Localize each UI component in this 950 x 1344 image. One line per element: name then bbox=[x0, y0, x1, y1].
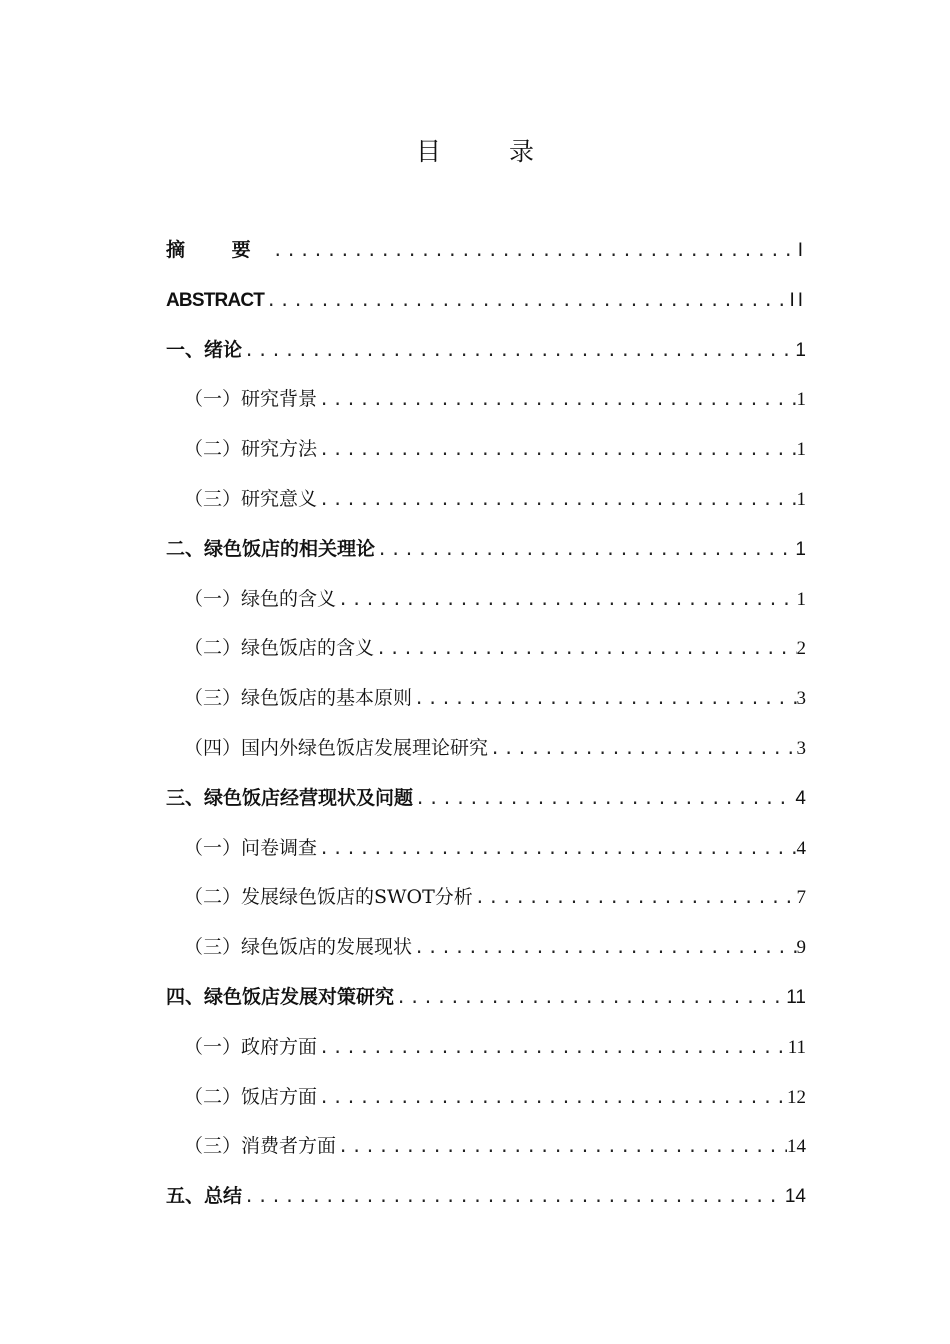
toc-dot-leader bbox=[317, 376, 796, 425]
toc-entry-section-2-4[interactable] bbox=[166, 724, 806, 774]
toc-entry-section-3-1[interactable] bbox=[166, 824, 806, 874]
toc-dot-leader bbox=[317, 1024, 788, 1073]
toc-dot-leader bbox=[413, 775, 795, 824]
toc-entry-chapter-1[interactable] bbox=[166, 326, 806, 376]
toc-entry-label: 摘 要 bbox=[166, 239, 271, 261]
toc-dot-leader bbox=[271, 227, 798, 276]
toc-entry-label: 五、总结 bbox=[166, 1185, 243, 1208]
toc-dot-leader bbox=[412, 924, 796, 973]
toc-entry-section-1-2[interactable] bbox=[166, 425, 806, 475]
toc-entry-section-4-2[interactable] bbox=[166, 1073, 806, 1123]
toc-entry-chapter-2[interactable] bbox=[166, 525, 806, 575]
toc-entry-section-1-1[interactable] bbox=[166, 375, 806, 425]
toc-entry-page: 11 bbox=[787, 1036, 806, 1058]
toc-entry-page: 11 bbox=[786, 986, 806, 1008]
toc-entry-label: （四）国内外绿色饭店发展理论研究 bbox=[184, 736, 489, 759]
toc-entry-page: 3 bbox=[796, 688, 806, 710]
toc-dot-leader bbox=[473, 874, 797, 923]
toc-dot-leader bbox=[336, 576, 796, 625]
toc-entry-page: 1 bbox=[796, 488, 806, 510]
toc-title: 目 录 bbox=[416, 137, 564, 166]
toc-entry-section-1-3[interactable] bbox=[166, 475, 806, 525]
toc-entry-label: （三）绿色饭店的基本原则 bbox=[184, 687, 413, 710]
toc-dot-leader bbox=[264, 277, 789, 326]
toc-entry-page: 14 bbox=[787, 1136, 806, 1158]
toc-entry-label: （二）饭店方面 bbox=[184, 1085, 318, 1108]
toc-entry-chapter-5[interactable] bbox=[166, 1172, 806, 1222]
toc-entry-section-2-1[interactable] bbox=[166, 575, 806, 625]
toc-entry-page: 12 bbox=[787, 1086, 806, 1108]
toc-dot-leader bbox=[488, 725, 796, 774]
toc-entry-label: （一）研究背景 bbox=[184, 388, 318, 411]
toc-entry-section-3-2[interactable] bbox=[166, 873, 806, 923]
toc-entry-label: （二）研究方法 bbox=[184, 438, 318, 461]
toc-entry-page: 4 bbox=[796, 837, 806, 859]
toc-entry-section-3-3[interactable] bbox=[166, 923, 806, 973]
toc-entry-page: 7 bbox=[796, 887, 806, 909]
toc-entry-section-4-3[interactable] bbox=[166, 1122, 806, 1172]
toc-dot-leader bbox=[412, 675, 796, 724]
toc-entry-label: 四、绿色饭店发展对策研究 bbox=[166, 985, 395, 1008]
toc-entry-page: 4 bbox=[795, 787, 806, 809]
toc-entry-label: 二、绿色饭店的相关理论 bbox=[166, 537, 376, 560]
toc-entry-abstract-en[interactable] bbox=[166, 276, 806, 326]
toc-entry-page: 1 bbox=[796, 389, 806, 411]
toc-entry-section-4-1[interactable] bbox=[166, 1023, 806, 1073]
toc-dot-leader bbox=[242, 1173, 785, 1222]
toc-entry-label: 三、绿色饭店经营现状及问题 bbox=[166, 786, 414, 809]
toc-entry-label: （二）绿色饭店的含义 bbox=[184, 637, 375, 660]
toc-entry-chapter-3[interactable] bbox=[166, 774, 806, 824]
toc-entry-label: ABSTRACT bbox=[166, 289, 265, 311]
toc-dot-leader bbox=[317, 426, 796, 475]
toc-entry-page: I bbox=[797, 240, 806, 261]
toc-dot-leader bbox=[374, 625, 796, 674]
toc-entry-label: 一、绪论 bbox=[166, 338, 243, 361]
toc-dot-leader bbox=[317, 1074, 787, 1123]
toc-entry-page: 2 bbox=[796, 638, 806, 660]
table-of-contents bbox=[166, 226, 806, 1222]
toc-entry-abstract-cn[interactable] bbox=[166, 226, 806, 276]
toc-dot-leader bbox=[336, 1123, 787, 1172]
toc-entry-page: 3 bbox=[796, 737, 806, 759]
toc-entry-label: （一）政府方面 bbox=[184, 1035, 318, 1058]
toc-entry-page: 1 bbox=[795, 538, 806, 560]
toc-entry-section-2-2[interactable] bbox=[166, 624, 806, 674]
toc-dot-leader bbox=[317, 825, 796, 874]
toc-entry-page: 1 bbox=[795, 339, 806, 361]
toc-dot-leader bbox=[242, 327, 795, 376]
toc-dot-leader bbox=[375, 526, 795, 575]
toc-entry-page: II bbox=[789, 289, 806, 311]
toc-entry-label: （三）消费者方面 bbox=[184, 1135, 337, 1158]
toc-entry-page: 1 bbox=[796, 588, 806, 610]
toc-entry-page: 1 bbox=[796, 439, 806, 461]
toc-entry-label: （三）研究意义 bbox=[184, 487, 318, 510]
toc-entry-section-2-3[interactable] bbox=[166, 674, 806, 724]
toc-entry-label: （二）发展绿色饭店的SWOT分析 bbox=[184, 886, 473, 909]
toc-entry-page: 14 bbox=[784, 1186, 806, 1208]
toc-entry-chapter-4[interactable] bbox=[166, 973, 806, 1023]
toc-entry-page: 9 bbox=[796, 937, 806, 959]
toc-entry-label: （三）绿色饭店的发展现状 bbox=[184, 936, 413, 959]
toc-entry-label: （一）问卷调查 bbox=[184, 836, 318, 859]
toc-entry-label: （一）绿色的含义 bbox=[184, 587, 337, 610]
toc-dot-leader bbox=[317, 476, 796, 525]
toc-dot-leader bbox=[394, 974, 786, 1023]
